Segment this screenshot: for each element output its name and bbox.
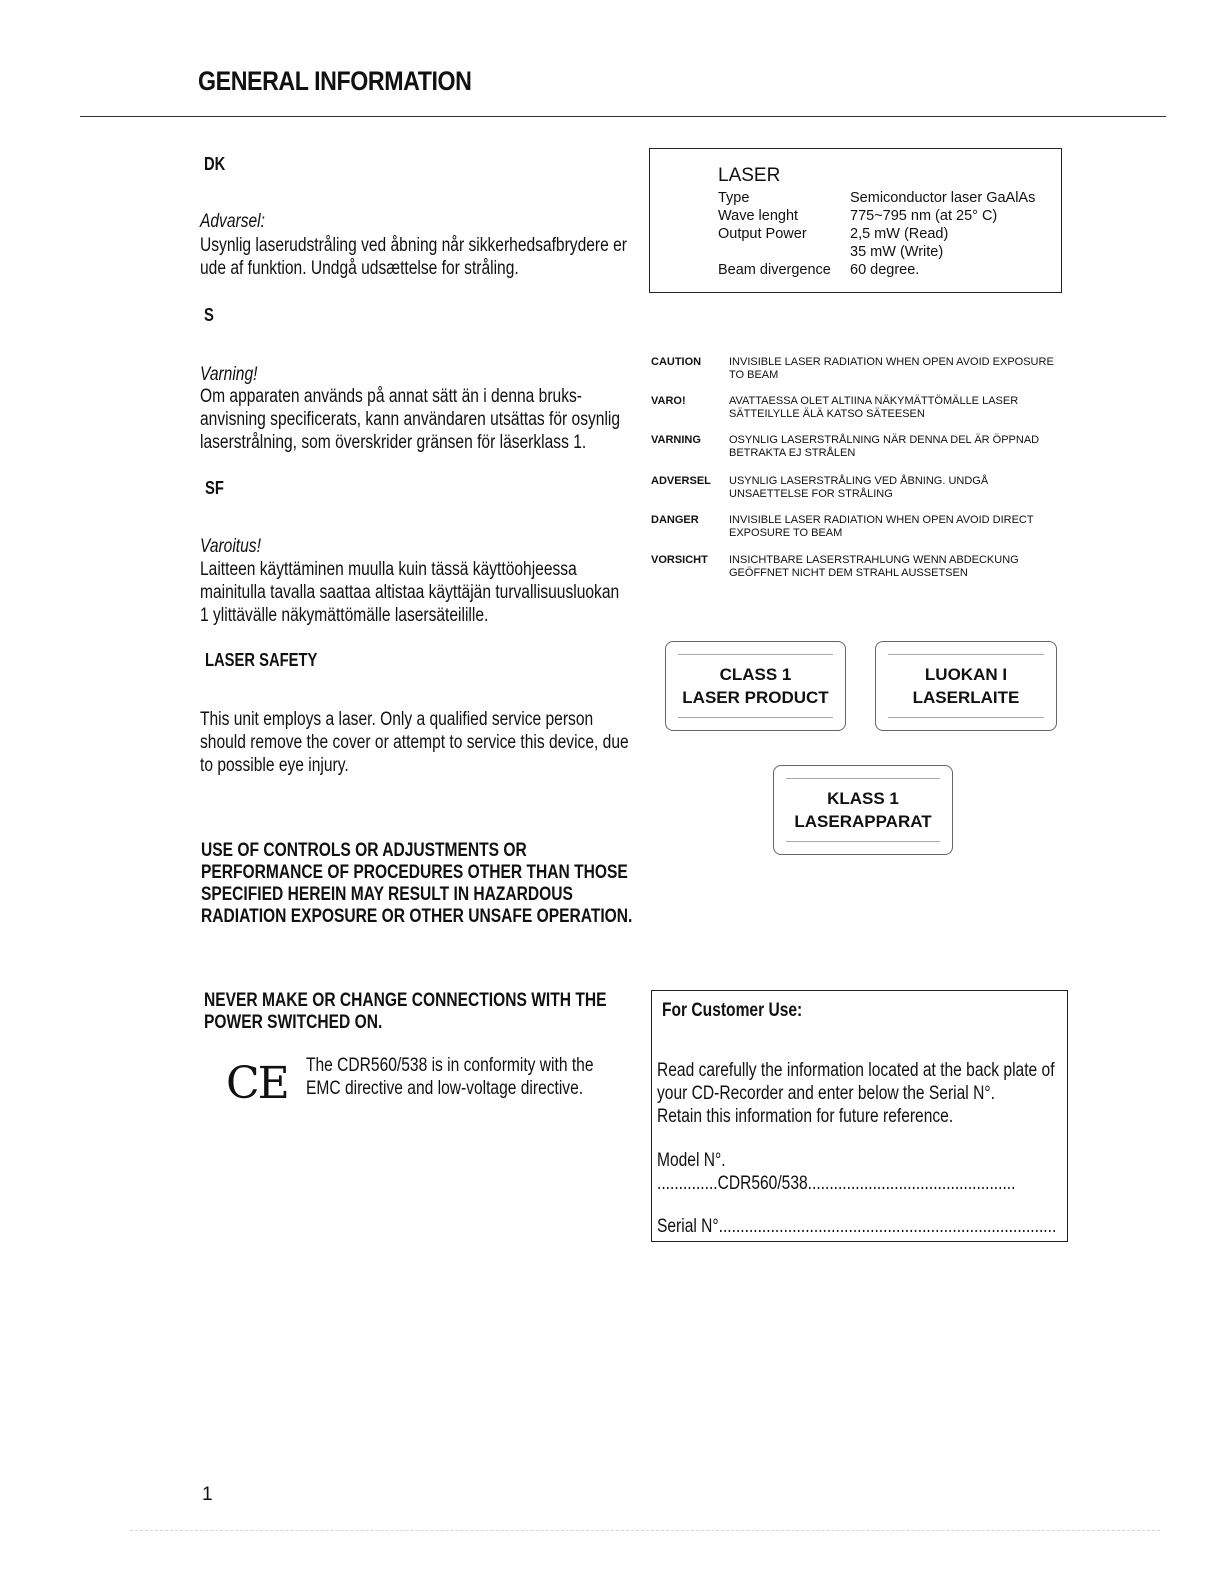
sf-line: Laitteen käyttäminen muulla kuin tässä käyttöohjeessa: [200, 559, 577, 580]
warning-text: [729, 475, 1065, 501]
customer-use-heading: For Customer Use:: [662, 1000, 803, 1021]
laser-spec-box: [649, 148, 1062, 293]
warning-row-danger: [651, 514, 1065, 540]
dk-heading: DK: [204, 154, 226, 174]
ce-conformity-text: [306, 1054, 593, 1100]
warning-label: ADVERSEL: [651, 475, 711, 487]
warning-line: GEÖFFNET NICHT DEM STRAHL AUSSETSEN: [729, 567, 968, 579]
laser-safety-line: to possible eye injury.: [200, 755, 349, 776]
class1-laser-product-label: [665, 641, 846, 731]
laser-safety-line: This unit employs a laser. Only a qualified service person: [200, 709, 594, 730]
laser-spec-value: 2,5 mW (Read): [850, 226, 949, 242]
warning-line: INSICHTBARE LASERSTRAHLUNG WENN ABDECKUNG: [729, 554, 1019, 566]
dk-paragraph: [200, 234, 627, 280]
model-number-value: ..............CDR560/538................................................: [657, 1173, 1016, 1194]
klass1-laserapparat-label: [773, 765, 953, 855]
badge-frame: [678, 654, 833, 718]
badge-line: LASERLAITE: [912, 688, 1020, 707]
warning-line: TO BEAM: [729, 369, 779, 381]
warning-row-varo: [651, 395, 1065, 421]
warning-text: [729, 395, 1065, 421]
warning-text: [729, 434, 1065, 460]
warning-label: CAUTION: [651, 356, 702, 368]
warning-label: VARNING: [651, 434, 701, 446]
customer-use-box: [651, 990, 1068, 1242]
warning-text: [729, 514, 1065, 540]
scan-edge-artifact: [130, 1530, 1160, 1571]
page-number: 1: [202, 1484, 213, 1505]
connections-warning: [204, 990, 607, 1034]
controls-warning-line: USE OF CONTROLS OR ADJUSTMENTS OR: [201, 840, 527, 861]
warning-line: OSYNLIG LASERSTRÅLNING NÄR DENNA DEL ÄR ÖPPNAD: [729, 434, 1040, 446]
s-warning-title: Varning!: [200, 364, 258, 385]
customer-line: Retain this information for future reference.: [657, 1106, 954, 1127]
warning-row-caution: [651, 356, 1065, 382]
customer-instructions: [657, 1059, 1055, 1128]
laser-spec-row: [718, 189, 1035, 207]
warning-line: EXPOSURE TO BEAM: [729, 527, 843, 539]
customer-line: Read carefully the information located at the back plate of: [657, 1060, 1055, 1081]
connections-warning-line: NEVER MAKE OR CHANGE CONNECTIONS WITH THE: [204, 990, 607, 1011]
badge-line: LASERAPPARAT: [794, 812, 932, 831]
ce-line: The CDR560/538 is in conformity with the: [306, 1055, 594, 1076]
laser-safety-line: should remove the cover or attempt to service this device, due: [200, 732, 629, 753]
laser-spec-value: Semiconductor laser GaAlAs: [850, 190, 1036, 206]
ce-mark-icon: CE: [226, 1058, 288, 1109]
ce-line: EMC directive and low-voltage directive.: [306, 1078, 584, 1099]
laser-spec-row: [718, 243, 1035, 261]
laser-spec-value: 775~795 nm (at 25° C): [850, 208, 998, 224]
laser-spec-label: Type: [718, 190, 750, 206]
warning-label: VORSICHT: [651, 554, 708, 566]
warning-line: INVISIBLE LASER RADIATION WHEN OPEN AVOID DIRECT: [729, 514, 1034, 526]
sf-line: 1 ylittävälle näkymättömälle lasersäteilille.: [200, 605, 489, 626]
laser-spec-label: Output Power: [718, 226, 807, 242]
s-heading: S: [204, 305, 214, 325]
badge-frame: [786, 778, 940, 842]
dk-line: ude af funktion. Undgå udsættelse for stråling.: [200, 258, 519, 279]
warning-line: BETRAKTA EJ STRÅLEN: [729, 447, 856, 459]
dk-line: Usynlig laserudstråling ved åbning når sikkerhedsafbrydere er: [200, 235, 627, 256]
warning-line: AVATTAESSA OLET ALTIINA NÄKYMÄTTÖMÄLLE LASER: [729, 395, 1019, 407]
s-line: Om apparaten används på annat sätt än i denna bruks-: [200, 386, 582, 407]
controls-warning-line: PERFORMANCE OF PROCEDURES OTHER THAN THOSE: [201, 862, 628, 883]
sf-warning-title: Varoitus!: [200, 536, 261, 557]
s-line: anvisning specificerats, kann användaren utsättas för osynlig: [200, 409, 621, 430]
laser-spec-value: 35 mW (Write): [850, 244, 944, 260]
warning-row-adversel: [651, 475, 1065, 501]
controls-warning-line: RADIATION EXPOSURE OR OTHER UNSAFE OPERATION.: [201, 906, 633, 927]
page-title: GENERAL INFORMATION: [198, 66, 472, 96]
serial-number-field: Serial N°..............................................................................: [657, 1216, 1057, 1237]
warning-line: UNSAETTELSE FOR STRÅLING: [729, 488, 893, 500]
sf-line: mainitulla tavalla saattaa altistaa käyttäjän turvallisuusluokan: [200, 582, 620, 603]
laser-spec-heading: LASER: [718, 165, 781, 186]
warning-row-varning: [651, 434, 1065, 460]
laser-safety-paragraph: [200, 708, 629, 777]
warning-line: INVISIBLE LASER RADIATION WHEN OPEN AVOID EXPOSURE: [729, 356, 1054, 368]
badge-frame: [888, 654, 1044, 718]
warning-text: [729, 554, 1065, 580]
warning-row-vorsicht: [651, 554, 1065, 580]
warning-line: SÄTTEILYLLE ÄLÄ KATSO SÄTEESEN: [729, 408, 925, 420]
model-number-label: Model N°.: [657, 1150, 726, 1171]
laser-spec-row: [718, 207, 1035, 225]
laser-spec-table: [718, 189, 1035, 279]
laser-safety-heading: LASER SAFETY: [205, 650, 318, 670]
title-divider: [80, 116, 1166, 117]
controls-warning: [201, 840, 632, 928]
laser-spec-label: Beam divergence: [718, 262, 831, 278]
s-line: laserstrålning, som överskrider gränsen för läserklass 1.: [200, 432, 587, 453]
warning-label: VARO!: [651, 395, 686, 407]
badge-line: LUOKAN I: [924, 665, 1008, 684]
laser-spec-row: [718, 225, 1035, 243]
warning-label: DANGER: [651, 514, 699, 526]
warning-text: [729, 356, 1065, 382]
badge-line: LASER PRODUCT: [682, 688, 829, 707]
dk-warning-title: Advarsel:: [200, 211, 265, 232]
laser-spec-value: 60 degree.: [850, 262, 920, 278]
s-paragraph: [200, 385, 620, 454]
laser-spec-label: [718, 243, 850, 261]
laser-spec-label: Wave lenght: [718, 208, 799, 224]
luokan-laserlaite-label: [875, 641, 1057, 731]
badge-line: CLASS 1: [719, 665, 792, 684]
sf-paragraph: [200, 558, 619, 627]
warning-line: USYNLIG LASERSTRÅLING VED ÅBNING. UNDGÅ: [729, 475, 989, 487]
customer-line: your CD-Recorder and enter below the Serial N°.: [657, 1083, 995, 1104]
connections-warning-line: POWER SWITCHED ON.: [204, 1012, 383, 1033]
badge-line: KLASS 1: [827, 789, 899, 808]
sf-heading: SF: [205, 478, 224, 498]
laser-spec-row: [718, 261, 1035, 279]
controls-warning-line: SPECIFIED HEREIN MAY RESULT IN HAZARDOUS: [201, 884, 573, 905]
